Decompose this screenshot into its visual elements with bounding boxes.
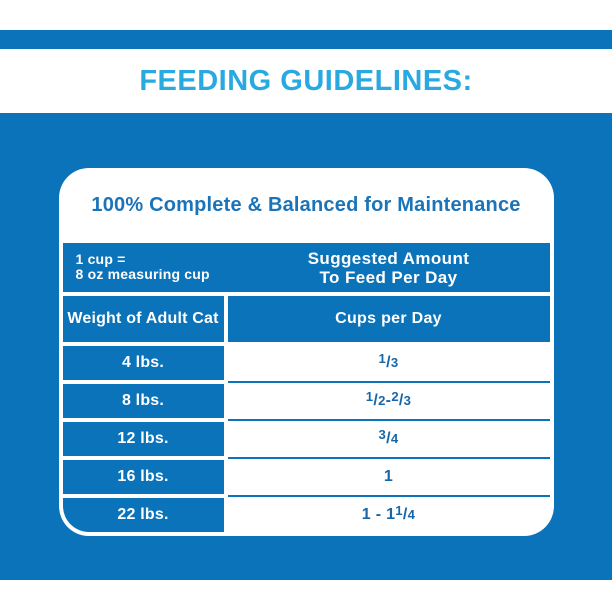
card-heading: 100% Complete & Balanced for Maintenance xyxy=(91,194,521,216)
weight-column-header: Weight of Adult Cat xyxy=(63,296,224,342)
table-row xyxy=(63,346,550,380)
fraction: $^1$/3 xyxy=(378,350,399,371)
page-title: FEEDING GUIDELINES: xyxy=(139,64,473,97)
amount-header-line2: To Feed Per Day xyxy=(319,267,458,287)
cups-cell: 1 - 1 $^1$/4 xyxy=(228,498,550,532)
fraction: $^1$/2 xyxy=(365,388,386,409)
weight-cell: 12 lbs. xyxy=(63,422,224,456)
guidelines-card xyxy=(59,168,554,536)
table-body xyxy=(63,346,550,532)
table-top-header-row xyxy=(63,243,550,292)
bottom-white-strip xyxy=(0,580,612,612)
weight-cell: 8 lbs. xyxy=(63,384,224,418)
table-row xyxy=(63,384,550,418)
feeding-table xyxy=(63,243,550,532)
column-header-row xyxy=(63,296,550,342)
weight-cell: 22 lbs. xyxy=(63,498,224,532)
weight-cell: 16 lbs. xyxy=(63,460,224,494)
title-band xyxy=(0,49,612,113)
cup-measure-note xyxy=(63,243,228,292)
weight-cell: 4 lbs. xyxy=(63,346,224,380)
fraction: $^1$/4 xyxy=(395,502,416,523)
top-white-strip xyxy=(0,0,612,30)
table-row xyxy=(63,460,550,494)
cup-note-line1: 1 cup = xyxy=(75,251,126,267)
top-blue-band xyxy=(0,30,612,49)
cups-cell xyxy=(228,346,550,380)
fraction: $^3$/4 xyxy=(378,426,399,447)
cup-note-line2: 8 oz measuring cup xyxy=(75,266,210,282)
table-row xyxy=(63,498,550,532)
cups-cell xyxy=(228,422,550,456)
cups-cell: 1 xyxy=(228,460,550,494)
suggested-amount-header xyxy=(228,243,550,292)
table-row xyxy=(63,422,550,456)
fraction: $^2$/3 xyxy=(391,388,412,409)
amount-header-line1: Suggested Amount xyxy=(307,248,470,268)
blue-panel xyxy=(0,113,612,580)
cups-cell: $^1$/2 - $^2$/3 xyxy=(228,384,550,418)
cups-column-header: Cups per Day xyxy=(228,296,550,342)
